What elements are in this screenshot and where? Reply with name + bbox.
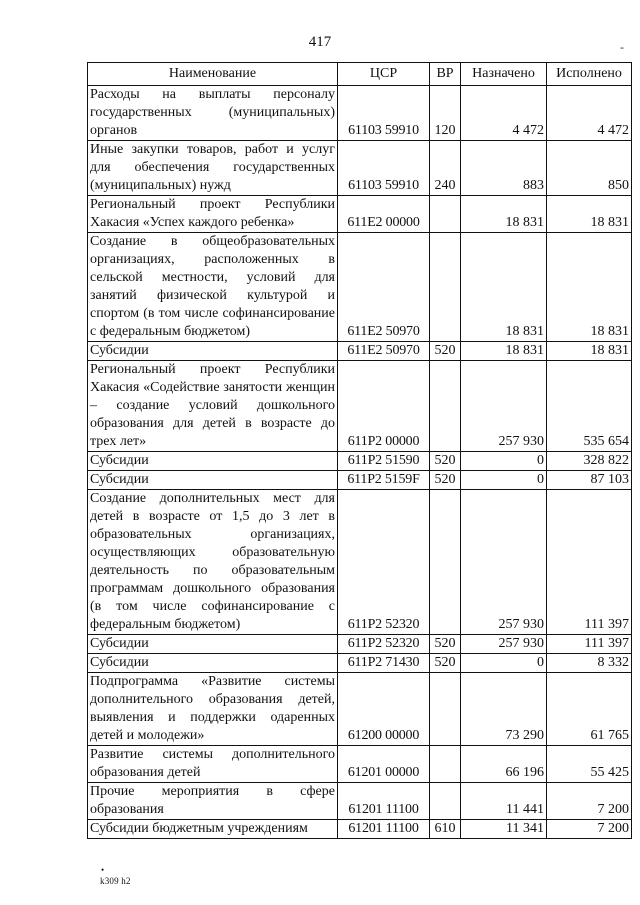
- row-assigned: 0: [461, 654, 547, 673]
- row-code: 611P2 71430: [338, 654, 430, 673]
- table-row: [88, 746, 632, 783]
- table-row: [88, 141, 632, 196]
- row-assigned: 66 196: [461, 746, 547, 783]
- row-name: Развитие системы дополнительного образования детей: [88, 746, 338, 783]
- row-executed: 111 397: [547, 635, 632, 654]
- row-name: Региональный проект Республики Хакасия «Содействие занятости женщин – создание условий дошкольного образования для детей в возрасте до трех лет»: [88, 361, 338, 452]
- header-row: [88, 63, 632, 86]
- row-assigned: 257 930: [461, 635, 547, 654]
- row-code: 611P2 52320: [338, 635, 430, 654]
- row-name: Субсидии: [88, 635, 338, 654]
- table-row: [88, 635, 632, 654]
- row-executed: 18 831: [547, 342, 632, 361]
- row-vr: [430, 746, 461, 783]
- row-code: 61200 00000: [338, 673, 430, 746]
- header-code: ЦСР: [338, 63, 430, 86]
- row-assigned: 18 831: [461, 342, 547, 361]
- table-row: [88, 654, 632, 673]
- row-name: Создание в общеобразовательных организациях, расположенных в сельской местности, условий для занятий физической культурой и спортом (в том числе софинансирование с федеральным бюджетом): [88, 233, 338, 342]
- table-row: [88, 361, 632, 452]
- row-executed: 111 397: [547, 490, 632, 635]
- footer-dot: •: [101, 865, 105, 875]
- row-name: Субсидии: [88, 471, 338, 490]
- row-code: 611E2 50970: [338, 342, 430, 361]
- row-assigned: 0: [461, 471, 547, 490]
- row-vr: [430, 196, 461, 233]
- row-executed: 850: [547, 141, 632, 196]
- row-vr: [430, 490, 461, 635]
- row-assigned: 73 290: [461, 673, 547, 746]
- row-name: Субсидии: [88, 452, 338, 471]
- row-executed: 328 822: [547, 452, 632, 471]
- row-assigned: 257 930: [461, 361, 547, 452]
- header-assigned: Назначено: [461, 63, 547, 86]
- header-executed: Исполнено: [547, 63, 632, 86]
- budget-table: [87, 62, 632, 839]
- table-row: [88, 673, 632, 746]
- row-assigned: 18 831: [461, 196, 547, 233]
- table-row: [88, 783, 632, 820]
- row-assigned: 0: [461, 452, 547, 471]
- row-vr: [430, 673, 461, 746]
- header-name: Наименование: [88, 63, 338, 86]
- table-row: [88, 196, 632, 233]
- row-assigned: 257 930: [461, 490, 547, 635]
- row-vr: 610: [430, 820, 461, 839]
- row-assigned: 11 441: [461, 783, 547, 820]
- row-code: 611P2 52320: [338, 490, 430, 635]
- row-executed: 8 332: [547, 654, 632, 673]
- page-number: 417: [308, 34, 332, 50]
- row-name: Субсидии: [88, 654, 338, 673]
- row-assigned: 4 472: [461, 86, 547, 141]
- row-vr: 520: [430, 452, 461, 471]
- table-row: [88, 471, 632, 490]
- table-row: [88, 490, 632, 635]
- row-code: 61201 11100: [338, 820, 430, 839]
- row-name: Субсидии бюджетным учреждениям: [88, 820, 338, 839]
- row-name: Расходы на выплаты персоналу государственных (муниципальных) органов: [88, 86, 338, 141]
- row-name: Прочие мероприятия в сфере образования: [88, 783, 338, 820]
- footer-mark: k309 h2: [100, 876, 131, 886]
- corner-mark: -: [620, 40, 624, 54]
- row-vr: 240: [430, 141, 461, 196]
- row-executed: 7 200: [547, 820, 632, 839]
- row-code: 611E2 50970: [338, 233, 430, 342]
- row-executed: 4 472: [547, 86, 632, 141]
- row-executed: 61 765: [547, 673, 632, 746]
- row-executed: 535 654: [547, 361, 632, 452]
- table-row: [88, 233, 632, 342]
- row-executed: 18 831: [547, 233, 632, 342]
- row-name: Иные закупки товаров, работ и услуг для обеспечения государственных (муниципальных) нужд: [88, 141, 338, 196]
- table-row: [88, 86, 632, 141]
- row-vr: [430, 361, 461, 452]
- row-code: 61103 59910: [338, 141, 430, 196]
- row-code: 61201 11100: [338, 783, 430, 820]
- row-name: Региональный проект Республики Хакасия «Успех каждого ребенка»: [88, 196, 338, 233]
- row-vr: 120: [430, 86, 461, 141]
- row-vr: 520: [430, 635, 461, 654]
- row-executed: 18 831: [547, 196, 632, 233]
- table-row: [88, 820, 632, 839]
- row-code: 611P2 5159F: [338, 471, 430, 490]
- row-assigned: 11 341: [461, 820, 547, 839]
- row-name: Подпрограмма «Развитие системы дополнительного образования детей, выявления и поддержки одаренных детей и молодежи»: [88, 673, 338, 746]
- row-executed: 55 425: [547, 746, 632, 783]
- row-vr: 520: [430, 471, 461, 490]
- row-code: 61103 59910: [338, 86, 430, 141]
- row-name: Субсидии: [88, 342, 338, 361]
- row-executed: 87 103: [547, 471, 632, 490]
- row-name: Создание дополнительных мест для детей в возрасте от 1,5 до 3 лет в образовательных организациях, осуществляющих образовательную деятельность по образовательным программам дошкольного образования (в том числе софинансирование с федеральным бюджетом): [88, 490, 338, 635]
- header-vr: ВР: [430, 63, 461, 86]
- table-row: [88, 452, 632, 471]
- row-assigned: 18 831: [461, 233, 547, 342]
- row-code: 61201 00000: [338, 746, 430, 783]
- row-code: 611E2 00000: [338, 196, 430, 233]
- row-code: 611P2 51590: [338, 452, 430, 471]
- row-code: 611P2 00000: [338, 361, 430, 452]
- row-vr: [430, 783, 461, 820]
- row-executed: 7 200: [547, 783, 632, 820]
- row-assigned: 883: [461, 141, 547, 196]
- table-row: [88, 342, 632, 361]
- row-vr: 520: [430, 342, 461, 361]
- row-vr: 520: [430, 654, 461, 673]
- row-vr: [430, 233, 461, 342]
